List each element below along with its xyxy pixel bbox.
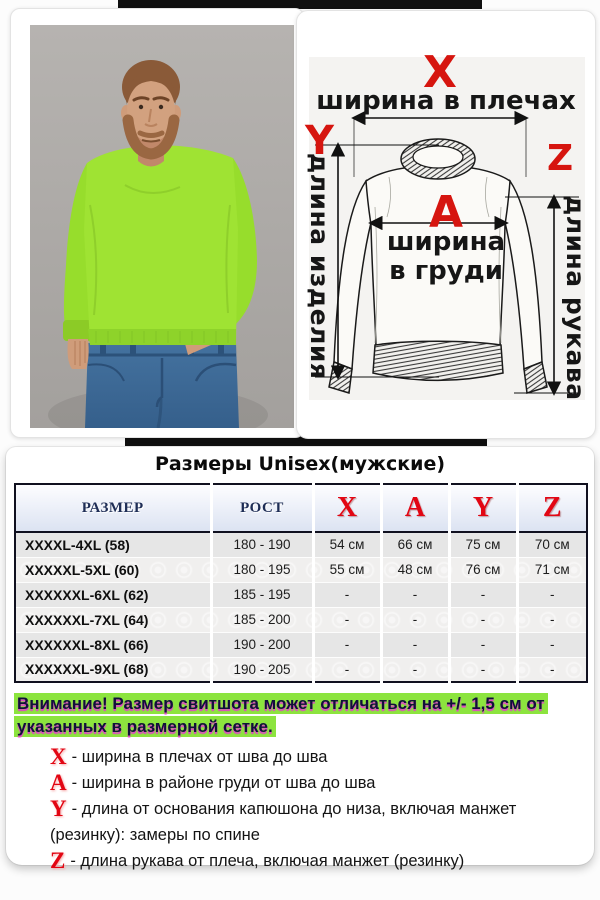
model-illustration	[30, 25, 294, 428]
col-header-y	[449, 484, 517, 532]
col-header-height	[211, 484, 313, 532]
diagram-caption-length: длина изделия	[305, 153, 334, 380]
cell-size: XXXXXL-5XL (60)	[15, 557, 211, 582]
cell-size: XXXXXXL-9XL (68)	[15, 657, 211, 682]
legend-item-y	[50, 796, 574, 848]
col-header-a-label: A	[404, 492, 426, 523]
legend-item-z	[50, 848, 574, 874]
col-header-z	[517, 484, 587, 532]
legend-letter-y: Y	[50, 796, 67, 821]
cell-a: 48 см	[381, 557, 449, 582]
cell-a: -	[381, 657, 449, 682]
cell-size: XXXXXXL-7XL (64)	[15, 607, 211, 632]
warning-highlight: Внимание! Размер свитшота может отличаться на +/- 1,5 см от указанных в размерной сетке.	[14, 693, 548, 737]
cell-z: -	[517, 657, 587, 682]
cell-height: 180 - 190	[211, 532, 313, 557]
size-table	[14, 483, 588, 683]
col-header-a	[381, 484, 449, 532]
measurement-legend	[6, 744, 594, 874]
cell-height: 185 - 200	[211, 607, 313, 632]
table-row	[15, 657, 587, 682]
diagram-caption-chest-2: в груди	[389, 256, 503, 286]
cell-size: XXXXXXL-8XL (66)	[15, 632, 211, 657]
legend-text-z: - длина рукава от плеча, включая манжет (резинку)	[70, 852, 465, 870]
cell-z: 70 см	[517, 532, 587, 557]
cell-z: -	[517, 632, 587, 657]
cell-y: -	[449, 582, 517, 607]
cell-height: 180 - 195	[211, 557, 313, 582]
table-header-row	[15, 484, 587, 532]
cell-a: -	[381, 582, 449, 607]
col-header-x	[313, 484, 381, 532]
legend-letter-x: X	[50, 744, 67, 769]
cell-z: -	[517, 607, 587, 632]
cell-y: 75 см	[449, 532, 517, 557]
col-header-z-label: Z	[542, 492, 562, 523]
table-row	[15, 557, 587, 582]
col-header-y-label: Y	[472, 492, 494, 523]
col-header-size-label: РАЗМЕР	[81, 500, 144, 516]
diagram-caption-sleeve: длина рукава	[561, 195, 590, 401]
cell-x: -	[313, 632, 381, 657]
legend-text-y: - длина от основания капюшона до низа, включая манжет (резинку): замеры по спине	[50, 800, 517, 844]
legend-text-a: - ширина в районе груди от шва до шва	[71, 774, 376, 792]
cell-x: 54 см	[313, 532, 381, 557]
cell-a: 66 см	[381, 532, 449, 557]
legend-text-x: - ширина в плечах от шва до шва	[71, 748, 328, 766]
cell-a: -	[381, 607, 449, 632]
legend-item-x	[50, 744, 574, 770]
legend-letter-a: A	[50, 770, 67, 795]
cell-height: 190 - 205	[211, 657, 313, 682]
product-photo	[30, 25, 294, 428]
cell-y: -	[449, 607, 517, 632]
cell-x: -	[313, 657, 381, 682]
table-row	[15, 582, 587, 607]
diagram-letter-y: Y	[305, 118, 334, 164]
size-chart-card	[6, 447, 594, 873]
col-header-size	[15, 484, 211, 532]
cell-y: -	[449, 632, 517, 657]
table-row	[15, 632, 587, 657]
cell-x: -	[313, 582, 381, 607]
warning-note	[14, 692, 590, 738]
cell-y: 76 см	[449, 557, 517, 582]
diagram-letter-z: Z	[547, 138, 574, 179]
diagram-caption-chest-1: ширина	[386, 227, 506, 257]
table-row	[15, 607, 587, 632]
legend-item-a	[50, 770, 574, 796]
legend-letter-z: Z	[50, 848, 66, 873]
cell-x: -	[313, 607, 381, 632]
diagram-letter-a: A	[428, 187, 464, 238]
cell-z: 71 см	[517, 557, 587, 582]
cell-y: -	[449, 657, 517, 682]
diagram-letter-x: X	[423, 47, 457, 98]
cell-x: 55 см	[313, 557, 381, 582]
cell-size: XXXXXXL-6XL (62)	[15, 582, 211, 607]
col-header-x-label: X	[336, 492, 358, 523]
cell-size: XXXXL-4XL (58)	[25, 536, 130, 553]
col-header-height-label: РОСТ	[240, 500, 284, 516]
cell-a: -	[381, 632, 449, 657]
diagram-caption-shoulders: ширина в плечах	[316, 86, 576, 116]
table-row	[15, 532, 587, 557]
cell-height: 185 - 195	[211, 582, 313, 607]
cell-z: -	[517, 582, 587, 607]
size-chart-title: Размеры Unisex(мужские)	[154, 453, 446, 475]
photo-card	[10, 8, 305, 438]
cell-height: 190 - 200	[211, 632, 313, 657]
diagram-card	[296, 10, 596, 439]
